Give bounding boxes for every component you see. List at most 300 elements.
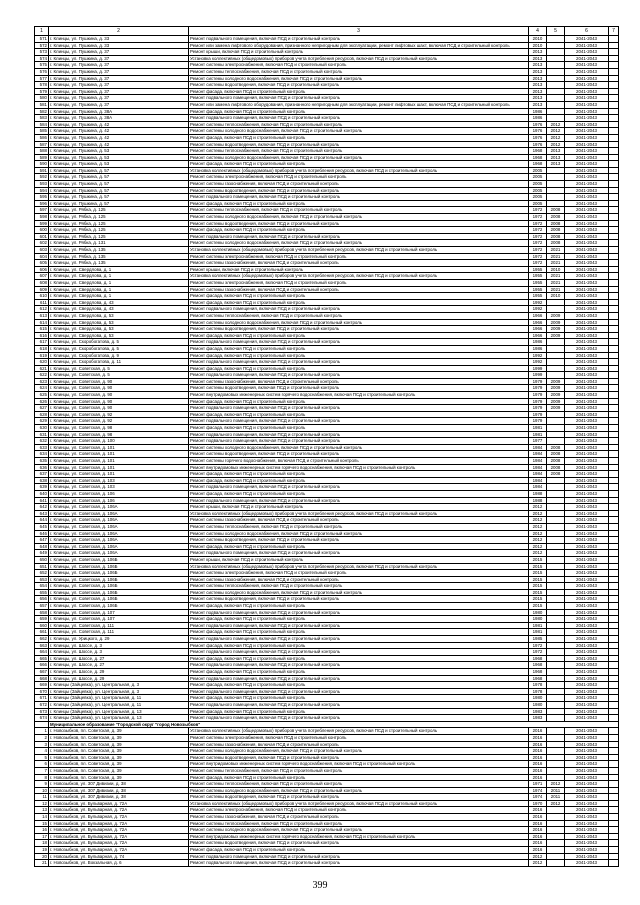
address-cell: г. Новозыбков, пл. Советская, д. 39: [49, 734, 189, 741]
work-type-cell: Ремонт системы теплоснабжения, включая ПСД и строительный контроль: [189, 820, 529, 827]
last-repair-year-cell: [547, 748, 565, 755]
table-row: [35, 42, 619, 49]
work-type-cell: Ремонт крыши, включая ПСД и строительный контроль: [189, 504, 529, 511]
note-cell: [609, 510, 619, 517]
note-cell: [609, 49, 619, 56]
work-type-cell: Ремонт подвального помещения, включая ПСД и строительный контроль: [189, 636, 529, 643]
page-number: 399: [312, 880, 328, 891]
address-cell: г. Клинцы, ул. Советская, д. 101: [49, 471, 189, 478]
row-number: 572: [35, 42, 49, 49]
address-cell: г. Клинцы, ул. Пушкина, д. 42: [49, 134, 189, 141]
planned-period-cell: 2041-2043: [565, 642, 609, 649]
note-cell: [609, 253, 619, 260]
work-type-cell: Ремонт подвального помещения, включая ПСД и строительный контроль: [189, 853, 529, 860]
year-built-cell: 1984: [529, 477, 547, 484]
work-type-cell: Ремонт фасада, включая ПСД и строительный контроль: [189, 200, 529, 207]
last-repair-year-cell: 2012: [547, 781, 565, 788]
planned-period-cell: 2041-2043: [565, 273, 609, 280]
address-cell: г. Клинцы, ул. Пушкина, д. 42: [49, 128, 189, 135]
table-row: [35, 655, 619, 662]
year-built-cell: 1979: [529, 385, 547, 392]
last-repair-year-cell: 2008: [547, 207, 565, 214]
address-cell: г. Новозыбков, пл. Советская, д. 39: [49, 761, 189, 768]
year-built-cell: 2015: [529, 583, 547, 590]
last-repair-year-cell: [547, 662, 565, 669]
last-repair-year-cell: [547, 372, 565, 379]
note-cell: [609, 88, 619, 95]
address-cell: г. Клинцы (Зайцевка), ул. Центральная, д. 13: [49, 715, 189, 722]
row-number: 648: [35, 543, 49, 550]
planned-period-cell: 2041-2043: [565, 807, 609, 814]
note-cell: [609, 669, 619, 676]
year-built-cell: 2016: [529, 814, 547, 821]
year-built-cell: 2013: [529, 101, 547, 108]
year-built-cell: 1979: [529, 418, 547, 425]
address-cell: г. Клинцы, ул. Советская, д. 111: [49, 622, 189, 629]
table-row: [35, 326, 619, 333]
last-repair-year-cell: [547, 537, 565, 544]
year-built-cell: 1992: [529, 299, 547, 306]
year-built-cell: 2016: [529, 833, 547, 840]
year-built-cell: 1972: [529, 260, 547, 267]
table-row: [35, 200, 619, 207]
last-repair-year-cell: 2009: [547, 398, 565, 405]
address-cell: г. Клинцы, ул. Пушкина, д. 57: [49, 181, 189, 188]
last-repair-year-cell: [547, 88, 565, 95]
table-row: [35, 227, 619, 234]
year-built-cell: 1972: [529, 214, 547, 221]
work-type-cell: Ремонт системы холодного водоснабжения, включая ПСД и строительный контроль: [189, 154, 529, 161]
table-row: [35, 484, 619, 491]
address-cell: г. Клинцы, ул. Шоссе, д. 27: [49, 655, 189, 662]
address-cell: г. Клинцы, ул. Советская, д. 107: [49, 609, 189, 616]
last-repair-year-cell: 2012: [547, 800, 565, 807]
year-built-cell: 1955: [529, 273, 547, 280]
row-number: 628: [35, 411, 49, 418]
year-built-cell: 2013: [529, 62, 547, 69]
address-cell: г. Клинцы, ул. Свердлова, д. 53: [49, 332, 189, 339]
note-cell: [609, 556, 619, 563]
planned-period-cell: 2041-2043: [565, 695, 609, 702]
last-repair-year-cell: [547, 543, 565, 550]
work-type-cell: Ремонт или замена лифтового оборудования, признанного непригодным для эксплуатации, ремонт лифтовых шахт, включая ПСД и строительный контроль: [189, 101, 529, 108]
last-repair-year-cell: 2009: [547, 319, 565, 326]
planned-period-cell: 2041-2043: [565, 754, 609, 761]
address-cell: г. Клинцы, ул. Пушкина, д. 57: [49, 194, 189, 201]
last-repair-year-cell: [547, 642, 565, 649]
row-number: 666: [35, 662, 49, 669]
last-repair-year-cell: [547, 200, 565, 207]
address-cell: г. Клинцы, ул. Советская, д. 106Б: [49, 589, 189, 596]
table-row: [35, 68, 619, 75]
work-type-cell: Установка коллективных (общедомовых) приборов учета потребления ресурсов, включая ПСД и строительный контроль: [189, 728, 529, 735]
year-built-cell: 1972: [529, 220, 547, 227]
last-repair-year-cell: [547, 570, 565, 577]
year-built-cell: 1979: [529, 405, 547, 412]
last-repair-year-cell: [547, 517, 565, 524]
last-repair-year-cell: 2009: [547, 405, 565, 412]
note-cell: [609, 161, 619, 168]
row-number: 613: [35, 312, 49, 319]
table-row: [35, 411, 619, 418]
last-repair-year-cell: 2012: [547, 141, 565, 148]
work-type-cell: Ремонт системы холодного водоснабжения, включая ПСД и строительный контроль: [189, 827, 529, 834]
last-repair-year-cell: [547, 728, 565, 735]
note-cell: [609, 405, 619, 412]
table-row: [35, 853, 619, 860]
note-cell: [609, 345, 619, 352]
note-cell: [609, 543, 619, 550]
planned-period-cell: 2041-2043: [565, 781, 609, 788]
planned-period-cell: 2041-2043: [565, 589, 609, 596]
note-cell: [609, 425, 619, 432]
year-built-cell: 2013: [529, 88, 547, 95]
last-repair-year-cell: [547, 365, 565, 372]
table-row: [35, 596, 619, 603]
last-repair-year-cell: [547, 510, 565, 517]
last-repair-year-cell: [547, 359, 565, 366]
row-number: 601: [35, 233, 49, 240]
last-repair-year-cell: [547, 860, 565, 867]
note-cell: [609, 636, 619, 643]
last-repair-year-cell: 2010: [547, 266, 565, 273]
planned-period-cell: 2041-2043: [565, 88, 609, 95]
note-cell: [609, 655, 619, 662]
last-repair-year-cell: [547, 167, 565, 174]
year-built-cell: 1999: [529, 365, 547, 372]
row-number: 609: [35, 286, 49, 293]
planned-period-cell: 2041-2043: [565, 42, 609, 49]
table-row: [35, 636, 619, 643]
note-cell: [609, 148, 619, 155]
table-row: [35, 312, 619, 319]
row-number: 618: [35, 345, 49, 352]
year-built-cell: 1968: [529, 669, 547, 676]
last-repair-year-cell: 2009: [547, 312, 565, 319]
row-number: 657: [35, 603, 49, 610]
table-row: [35, 444, 619, 451]
last-repair-year-cell: [547, 82, 565, 89]
address-cell: г. Клинцы, ул. Советская, д. 106Б: [49, 570, 189, 577]
planned-period-cell: 2041-2043: [565, 372, 609, 379]
year-built-cell: 1966: [529, 332, 547, 339]
planned-period-cell: 2041-2043: [565, 167, 609, 174]
note-cell: [609, 194, 619, 201]
row-number: 632: [35, 438, 49, 445]
row-number: 649: [35, 550, 49, 557]
last-repair-year-cell: [547, 556, 565, 563]
table-row: [35, 794, 619, 801]
row-number: 646: [35, 530, 49, 537]
row-number: 590: [35, 161, 49, 168]
note-cell: [609, 75, 619, 82]
planned-period-cell: 2041-2043: [565, 200, 609, 207]
note-cell: [609, 411, 619, 418]
note-cell: [609, 260, 619, 267]
work-type-cell: Ремонт системы газоснабжения, включая ПСД и строительный контроль: [189, 741, 529, 748]
table-row: [35, 504, 619, 511]
year-built-cell: 1986: [529, 345, 547, 352]
planned-period-cell: 2041-2043: [565, 62, 609, 69]
year-built-cell: 1972: [529, 253, 547, 260]
work-type-cell: Ремонт подвального помещения, включая ПСД и строительный контроль: [189, 860, 529, 867]
table-row: [35, 708, 619, 715]
year-built-cell: 1968: [529, 675, 547, 682]
note-cell: [609, 365, 619, 372]
note-cell: [609, 464, 619, 471]
planned-period-cell: 2041-2043: [565, 345, 609, 352]
last-repair-year-cell: [547, 194, 565, 201]
work-type-cell: Ремонт крыши, включая ПСД и строительный контроль: [189, 266, 529, 273]
year-built-cell: 1968: [529, 655, 547, 662]
row-number: 587: [35, 141, 49, 148]
planned-period-cell: 2041-2043: [565, 392, 609, 399]
last-repair-year-cell: 2021: [547, 279, 565, 286]
table-row: [35, 543, 619, 550]
work-type-cell: Ремонт системы теплоснабжения, включая ПСД и строительный контроль: [189, 312, 529, 319]
row-number: 621: [35, 365, 49, 372]
work-type-cell: Установка коллективных (общедомовых) приборов учета потребления ресурсов, включая ПСД и строительный контроль: [189, 55, 529, 62]
last-repair-year-cell: [547, 827, 565, 834]
table-row: [35, 405, 619, 412]
last-repair-year-cell: 2008: [547, 464, 565, 471]
last-repair-year-cell: [547, 589, 565, 596]
year-built-cell: 1968: [529, 148, 547, 155]
planned-period-cell: 2041-2043: [565, 108, 609, 115]
planned-period-cell: 2041-2043: [565, 299, 609, 306]
note-cell: [609, 95, 619, 102]
address-cell: г. Клинцы, ул. Советская, д. 107: [49, 616, 189, 623]
row-number: 571: [35, 36, 49, 43]
address-cell: г. Клинцы, ул. Скоробогатова, д. 5: [49, 339, 189, 346]
row-number: 633: [35, 444, 49, 451]
address-cell: г. Новозыбков, ул. 307 Дивизии, д. 38: [49, 781, 189, 788]
note-cell: [609, 523, 619, 530]
year-built-cell: 2013: [529, 82, 547, 89]
table-row: [35, 372, 619, 379]
work-type-cell: Ремонт фасада, включая ПСД и строительный контроль: [189, 543, 529, 550]
table-row: [35, 36, 619, 43]
note-cell: [609, 820, 619, 827]
note-cell: [609, 774, 619, 781]
row-number: 642: [35, 504, 49, 511]
section-header-row: [35, 721, 619, 728]
last-repair-year-cell: [547, 431, 565, 438]
planned-period-cell: 2041-2043: [565, 840, 609, 847]
planned-period-cell: 2041-2043: [565, 715, 609, 722]
note-cell: [609, 200, 619, 207]
year-built-cell: 2015: [529, 563, 547, 570]
address-cell: г. Клинцы, ул. Рябка, д. 125: [49, 207, 189, 214]
row-number: 576: [35, 68, 49, 75]
address-cell: г. Клинцы, ул. Советская, д. 106Б: [49, 556, 189, 563]
table-row: [35, 490, 619, 497]
row-number: 663: [35, 642, 49, 649]
note-cell: [609, 240, 619, 247]
row-number: 580: [35, 95, 49, 102]
planned-period-cell: 2041-2043: [565, 682, 609, 689]
address-cell: г. Клинцы, ул. Рябка, д. 125: [49, 214, 189, 221]
work-type-cell: Ремонт фасада, включая ПСД и строительный контроль: [189, 490, 529, 497]
table-row: [35, 761, 619, 768]
note-cell: [609, 497, 619, 504]
table-row: [35, 207, 619, 214]
address-cell: г. Клинцы, ул. Советская, д. 106Б: [49, 596, 189, 603]
year-built-cell: 1976: [529, 128, 547, 135]
row-number: 647: [35, 537, 49, 544]
year-built-cell: 2016: [529, 728, 547, 735]
address-cell: г. Клинцы, ул. Пушкина, д. 53: [49, 148, 189, 155]
work-type-cell: Установка коллективных (общедомовых) приборов учета потребления ресурсов, включая ПСД и строительный контроль: [189, 167, 529, 174]
year-built-cell: 1977: [529, 438, 547, 445]
work-type-cell: Установка коллективных (общедомовых) приборов учета потребления ресурсов, включая ПСД и строительный контроль: [189, 510, 529, 517]
address-cell: г. Клинцы, ул. Советская, д. 111: [49, 629, 189, 636]
last-repair-year-cell: 2011: [547, 794, 565, 801]
table-row: [35, 497, 619, 504]
last-repair-year-cell: 2008: [547, 220, 565, 227]
planned-period-cell: 2041-2043: [565, 655, 609, 662]
table-row: [35, 55, 619, 62]
address-cell: г. Клинцы, ул. Советская, д. 92: [49, 411, 189, 418]
year-built-cell: 2005: [529, 187, 547, 194]
note-cell: [609, 339, 619, 346]
year-built-cell: 1968: [529, 154, 547, 161]
planned-period-cell: 2041-2043: [565, 352, 609, 359]
year-built-cell: 1979: [529, 378, 547, 385]
note-cell: [609, 741, 619, 748]
table-row: [35, 550, 619, 557]
address-cell: г. Клинцы, ул. Рябка, д. 135: [49, 247, 189, 254]
year-built-cell: 2012: [529, 523, 547, 530]
address-cell: г. Новозыбков, ул. Бульварная, д. 72А: [49, 833, 189, 840]
work-type-cell: Ремонт системы холодного водоснабжения, включая ПСД и строительный контроль: [189, 240, 529, 247]
row-number: 624: [35, 385, 49, 392]
work-type-cell: Ремонт системы газоснабжения, включая ПСД и строительный контроль: [189, 181, 529, 188]
note-cell: [609, 36, 619, 43]
row-number: 4: [35, 748, 49, 755]
year-built-cell: 2010: [529, 42, 547, 49]
year-built-cell: 2012: [529, 853, 547, 860]
planned-period-cell: 2041-2043: [565, 101, 609, 108]
address-cell: г. Клинцы, ул. Свердлова, д. 1: [49, 293, 189, 300]
year-built-cell: 2005: [529, 174, 547, 181]
row-number: 589: [35, 154, 49, 161]
planned-period-cell: 2041-2043: [565, 75, 609, 82]
table-row: [35, 807, 619, 814]
address-cell: г. Клинцы, ул. Советская, д. 106А: [49, 523, 189, 530]
planned-period-cell: 2041-2043: [565, 332, 609, 339]
last-repair-year-cell: [547, 741, 565, 748]
work-type-cell: Ремонт подвального помещения, включая ПСД и строительный контроль: [189, 675, 529, 682]
address-cell: г. Клинцы, ул. Советская, д. 106А: [49, 517, 189, 524]
last-repair-year-cell: [547, 352, 565, 359]
note-cell: [609, 576, 619, 583]
row-number: 623: [35, 378, 49, 385]
planned-period-cell: 2041-2043: [565, 570, 609, 577]
note-cell: [609, 154, 619, 161]
work-type-cell: Ремонт системы электроснабжения, включая ПСД и строительный контроль: [189, 734, 529, 741]
note-cell: [609, 293, 619, 300]
row-number: 654: [35, 583, 49, 590]
row-number: 14: [35, 814, 49, 821]
last-repair-year-cell: [547, 596, 565, 603]
address-cell: г. Клинцы, ул. Свердлова, д. 1: [49, 286, 189, 293]
planned-period-cell: 2041-2043: [565, 161, 609, 168]
last-repair-year-cell: [547, 655, 565, 662]
last-repair-year-cell: 2021: [547, 247, 565, 254]
work-type-cell: Ремонт подвального помещения, включая ПСД и строительный контроль: [189, 609, 529, 616]
table-row: [35, 187, 619, 194]
planned-period-cell: 2041-2043: [565, 583, 609, 590]
year-built-cell: 2013: [529, 68, 547, 75]
year-built-cell: 1981: [529, 425, 547, 432]
row-number: 1: [35, 728, 49, 735]
note-cell: [609, 306, 619, 313]
year-built-cell: 1992: [529, 352, 547, 359]
address-cell: г. Клинцы (Зайцевка), ул. Центральная, д. 13: [49, 708, 189, 715]
planned-period-cell: 2041-2043: [565, 260, 609, 267]
table-row: [35, 616, 619, 623]
planned-period-cell: 2041-2043: [565, 708, 609, 715]
year-built-cell: 2016: [529, 827, 547, 834]
work-type-cell: Ремонт системы холодного водоснабжения, включая ПСД и строительный контроль: [189, 319, 529, 326]
note-cell: [609, 214, 619, 221]
year-built-cell: 2013: [529, 49, 547, 56]
planned-period-cell: 2041-2043: [565, 279, 609, 286]
planned-period-cell: 2041-2043: [565, 636, 609, 643]
planned-period-cell: 2041-2043: [565, 827, 609, 834]
address-cell: г. Клинцы, ул. Советская, д. 106А: [49, 504, 189, 511]
work-type-cell: Ремонт системы водоотведения, включая ПСД и строительный контроль: [189, 754, 529, 761]
last-repair-year-cell: 2009: [547, 378, 565, 385]
table-row: [35, 523, 619, 530]
last-repair-year-cell: [547, 603, 565, 610]
address-cell: г. Клинцы, ул. Скоробогатова, д. 9: [49, 352, 189, 359]
table-row: [35, 49, 619, 56]
note-cell: [609, 609, 619, 616]
planned-period-cell: 2041-2043: [565, 537, 609, 544]
row-number: 673: [35, 708, 49, 715]
work-type-cell: Ремонт или замена лифтового оборудования, признанного непригодным для эксплуатации, ремонт лифтовых шахт, включая ПСД и строительный контроль: [189, 42, 529, 49]
work-type-cell: Ремонт системы холодного водоснабжения, включая ПСД и строительный контроль: [189, 530, 529, 537]
address-cell: г. Клинцы, ул. Свердлова, д. 43: [49, 306, 189, 313]
work-type-cell: Ремонт подвального помещения, включая ПСД и строительный контроль: [189, 36, 529, 43]
last-repair-year-cell: 2008: [547, 240, 565, 247]
row-number: 605: [35, 260, 49, 267]
table-row: [35, 820, 619, 827]
address-cell: г. Клинцы, ул. Пушкина, д. 57: [49, 200, 189, 207]
table-row: [35, 517, 619, 524]
row-number: 602: [35, 240, 49, 247]
row-number: 15: [35, 820, 49, 827]
table-row: [35, 767, 619, 774]
row-number: 604: [35, 253, 49, 260]
planned-period-cell: 2041-2043: [565, 247, 609, 254]
year-built-cell: 1976: [529, 134, 547, 141]
row-number: 660: [35, 622, 49, 629]
year-built-cell: 2016: [529, 774, 547, 781]
planned-period-cell: 2041-2043: [565, 233, 609, 240]
planned-period-cell: 2041-2043: [565, 669, 609, 676]
planned-period-cell: 2041-2043: [565, 227, 609, 234]
planned-period-cell: 2041-2043: [565, 563, 609, 570]
table-row: [35, 537, 619, 544]
last-repair-year-cell: [547, 708, 565, 715]
table-row: [35, 194, 619, 201]
work-type-cell: Установка коллективных (общедомовых) приборов учета потребления ресурсов, включая ПСД и строительный контроль: [189, 563, 529, 570]
row-number: 583: [35, 115, 49, 122]
note-cell: [609, 517, 619, 524]
